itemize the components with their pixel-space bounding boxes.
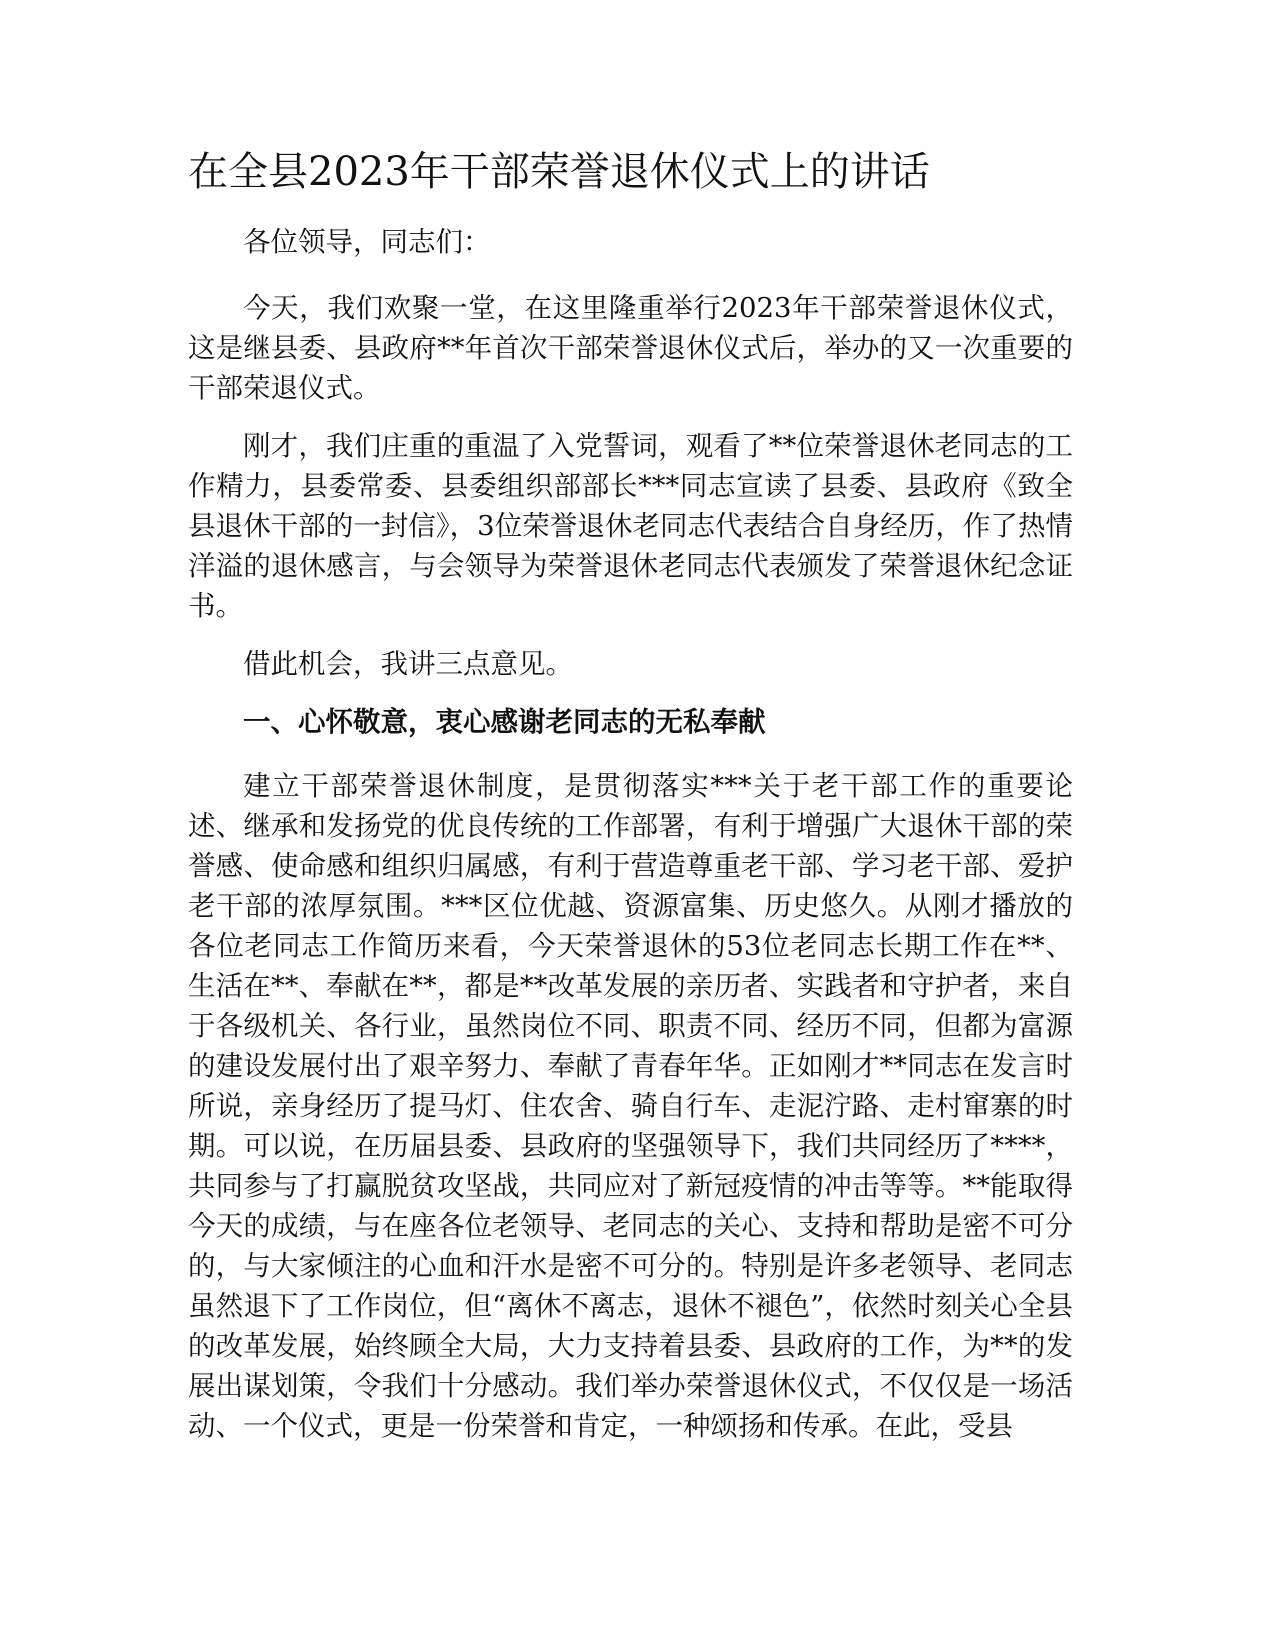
paragraph-three-points: 借此机会，我讲三点意见。 [243, 648, 573, 680]
section-1-paragraph: 建立干部荣誉退休制度，是贯彻落实***关于老干部工作的重要论述、继承和发扬党的优良传统的工作部署，有利于增强广大退休干部的荣誉感、使命感和组织归属感，有利于营造尊重老干部、学习老干部、爱护老干部的浓厚氛围。***区位优越、资源富集、历史悠久。从刚才播放的各位老同志工作简历来看，今天荣誉退休的53位老同志长期工作在**、生活在**、奉献在**，都是**改革发展的亲历者、实践者和守护者，来自于各级机关、各行业，虽然岗位不同、职责不同、经历不同，但都为富源的建设发展付出了艰辛努力、奉献了青春年华。正如刚才**同志在发言时所说，亲身经历了提马灯、住农舍、骑自行车、走泥泞路、走村窜寨的时期。可以说，在历届县委、县政府的坚强领导下，我们共同经历了****，共同参与了打赢脱贫攻坚战，共同应对了新冠疫情的冲击等等。**能取得今天的成绩，与在座各位老领导、老同志的关心、支持和帮助是密不可分的，与大家倾注的心血和汗水是密不可分的。特别是许多老领导、老同志虽然退下了工作岗位，但“离休不离志，退休不褪色”，依然时刻关心全县的改革发展，始终顾全大局，大力支持着县委、县政府的工作，为**的发展出谋划策，令我们十分感动。我们举办荣誉退休仪式，不仅仅是一场活动、一个仪式，更是一份荣誉和肯定，一种颂扬和传承。在此，受县 [188, 770, 1073, 1442]
salutation: 各位领导，同志们： [243, 226, 491, 258]
document-title: 在全县2023年干部荣誉退休仪式上的讲话 [188, 149, 930, 195]
document-page [188, 148, 1073, 1464]
section-heading-1: 一、心怀敬意，衷心感谢老同志的无私奉献 [243, 706, 766, 738]
paragraph-ceremony-recap: 刚才，我们庄重的重温了入党誓词，观看了**位荣誉退休老同志的工作精力，县委常委、县委组织部部长***同志宣读了县委、县政府《致全县退休干部的一封信》，3位荣誉退休老同志代表结合自身经历，作了热情洋溢的退休感言，与会领导为荣誉退休老同志代表颁发了荣誉退休纪念证书。 [188, 430, 1073, 622]
paragraph-opening: 今天，我们欢聚一堂，在这里隆重举行2023年干部荣誉退休仪式，这是继县委、县政府**年首次干部荣誉退休仪式后，举办的又一次重要的干部荣退仪式。 [188, 292, 1073, 404]
